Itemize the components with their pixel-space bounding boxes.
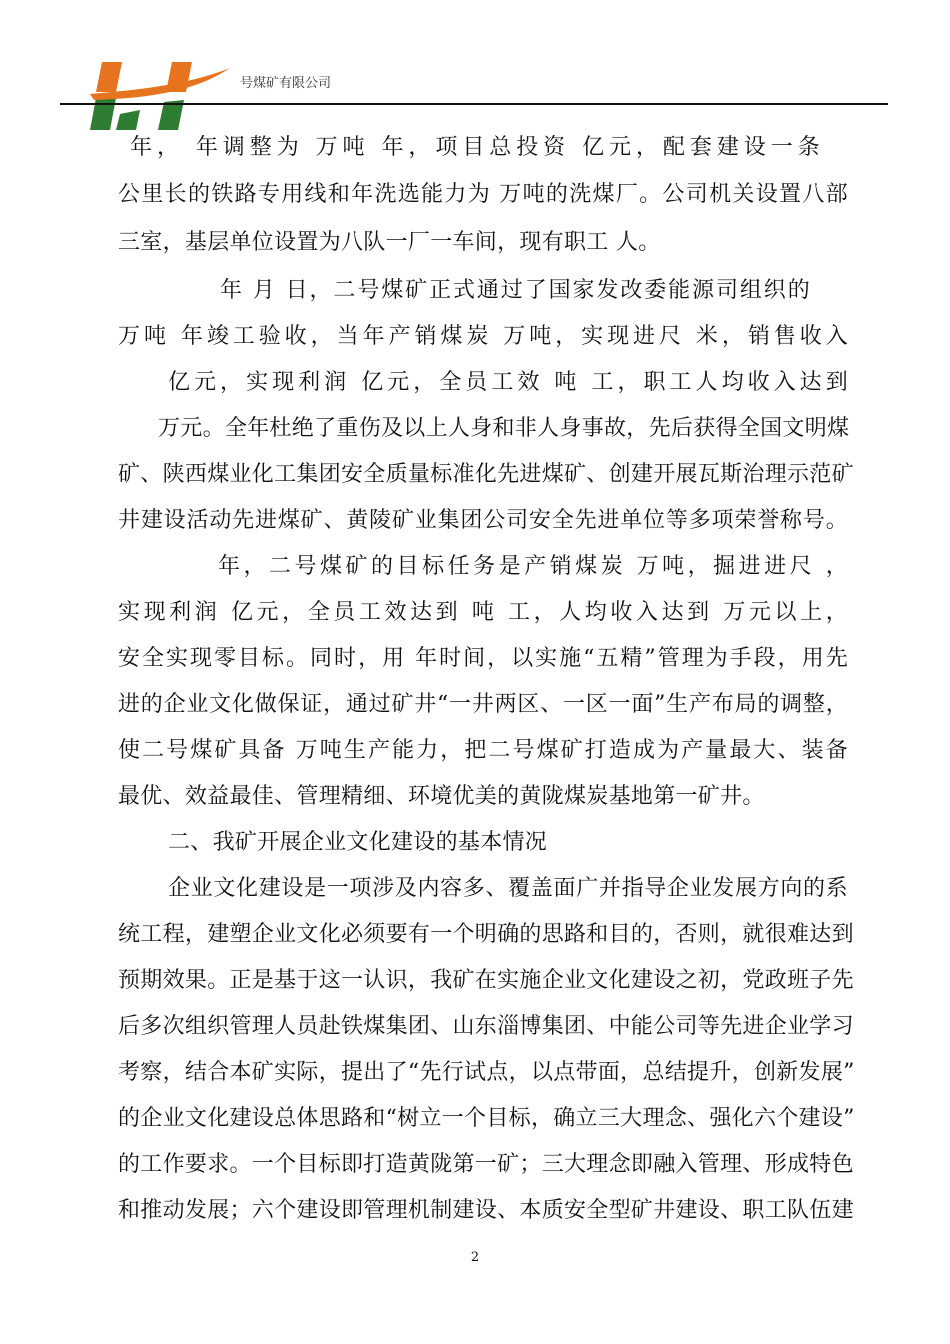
text-line: 预期效果。正是基于这一认识，我矿在实施企业文化建设之初，党政班子先 (118, 968, 854, 993)
page-header (0, 0, 950, 140)
text-line: 万吨 年竣工验收，当年产销煤炭 万吨，实现进尺 米，销售收入 (118, 324, 848, 349)
text-line: 进的企业文化做保证，通过矿井“一井两区、一区一面”生产布局的调整， (118, 692, 848, 717)
text-line: 和推动发展；六个建设即管理机制建设、本质安全型矿井建设、职工队伍建 (118, 1198, 854, 1223)
text-line: 的工作要求。一个目标即打造黄陇第一矿；三大理念即融入管理、形成特色 (118, 1152, 854, 1177)
text-line: 使二号煤矿具备 万吨生产能力，把二号煤矿打造成为产量最大、装备 (118, 738, 848, 763)
text-line: 公里长的铁路专用线和年洗选能力为 万吨的洗煤厂。公司机关设置八部 (118, 182, 848, 207)
text-line: 亿元，实现利润 亿元，全员工效 吨 工，职工人均收入达到 (168, 370, 848, 395)
text-line: 企业文化建设是一项涉及内容多、覆盖面广并指导企业发展方向的系 (168, 876, 848, 901)
company-name: 号煤矿有限公司 (240, 76, 332, 91)
text-line: 矿、陕西煤业化工集团安全质量标准化先进煤矿、创建开展瓦斯治理示范矿 (118, 462, 854, 487)
text-line: 年，二号煤矿的目标任务是产销煤炭 万吨，掘进进尺 ， (218, 554, 848, 579)
text-line: 后多次组织管理人员赴铁煤集团、山东淄博集团、中能公司等先进企业学习 (118, 1014, 854, 1039)
text-line: 考察，结合本矿实际，提出了“先行试点，以点带面，总结提升，创新发展” (118, 1060, 855, 1085)
text-line: 安全实现零目标。同时，用 年时间，以实施“五精”管理为手段，用先 (118, 646, 848, 671)
text-line: 最优、效益最佳、管理精细、环境优美的黄陇煤炭基地第一矿井。 (118, 784, 765, 809)
text-line: 万元。全年杜绝了重伤及以上人身和非人身事故，先后获得全国文明煤 (158, 416, 850, 441)
header-rule (60, 103, 888, 105)
text-line: 的企业文化建设总体思路和“树立一个目标，确立三大理念、强化六个建设” (118, 1106, 855, 1131)
text-line: 统工程，建塑企业文化必须要有一个明确的思路和目的，否则，就很难达到 (118, 922, 854, 947)
section-heading: 二、我矿开展企业文化建设的基本情况 (168, 830, 548, 855)
text-line: 年 月 日，二号煤矿正式通过了国家发改委能源司组织的 (220, 278, 810, 303)
company-logo (80, 54, 240, 139)
text-line: 井建设活动先进煤矿、黄陵矿业集团公司安全先进单位等多项荣誉称号。 (118, 508, 848, 533)
text-line: 实现利润 亿元，全员工效达到 吨 工，人均收入达到 万元以上， (118, 600, 848, 625)
text-line: 三室，基层单位设置为八队一厂一车间，现有职工 人。 (118, 230, 661, 255)
text-line: 年， 年调整为 万吨 年，项目总投资 亿元，配套建设一条 (130, 135, 820, 160)
page-number: 2 (470, 1250, 480, 1265)
